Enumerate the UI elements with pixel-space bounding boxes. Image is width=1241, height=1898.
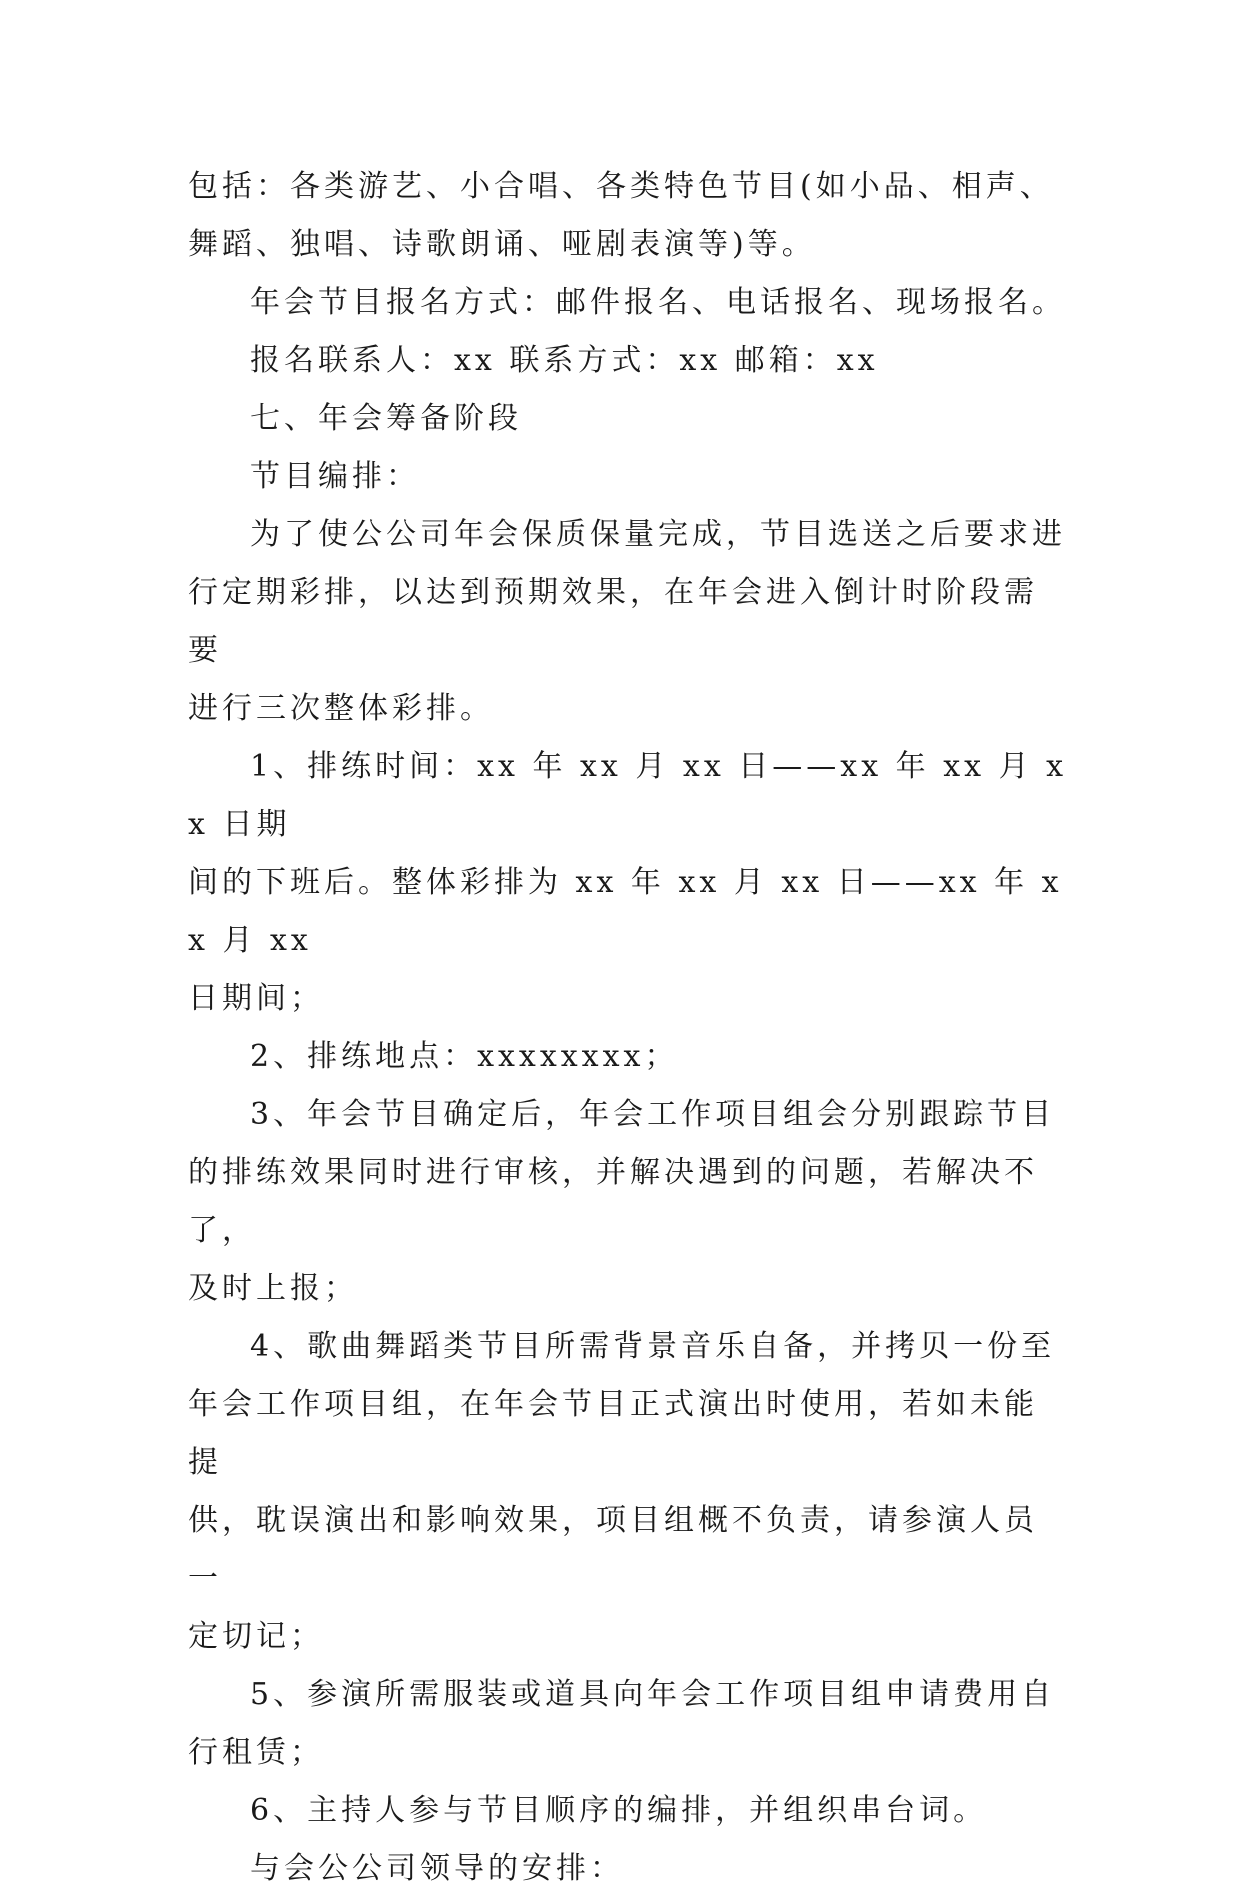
list-item-costumes-props: 5、参演所需服装或道具向年会工作项目组申请费用自 行租赁； [188, 1677, 1056, 1770]
paragraph-registration-contact: 报名联系人：xx 联系方式：xx 邮箱：xx [250, 343, 879, 378]
paragraph-registration-method: 年会节目报名方式：邮件报名、电话报名、现场报名。 [250, 285, 1066, 320]
document-body [188, 158, 1068, 1898]
list-item-host-arrangement: 6、主持人参与节目顺序的编排，并组织串台词。 [250, 1793, 988, 1828]
subheading-program-arrangement: 节目编排： [250, 459, 420, 494]
paragraph-program-types: 包括：各类游艺、小合唱、各类特色节目(如小品、相声、 舞蹈、独唱、诗歌朗诵、哑剧表演等)等。 [188, 169, 1054, 262]
list-item-background-music: 4、歌曲舞蹈类节目所需背景音乐自备，并拷贝一份至 年会工作项目组，在年会节目正式演出时使用，若如未能提 供，耽误演出和影响效果，项目组概不负责，请参演人员一 定切记； [188, 1329, 1056, 1654]
paragraph-leaders-arrangement: 与会公公司领导的安排： [250, 1851, 624, 1886]
list-item-program-review: 3、年会节目确定后，年会工作项目组会分别跟踪节目 的排练效果同时进行审核，并解决遇到的问题，若解决不了， 及时上报； [188, 1097, 1056, 1306]
list-item-rehearsal-time: 1、排练时间：xx 年 xx 月 xx 日——xx 年 xx 月 xx 日期 间的下班后。整体彩排为 xx 年 xx 月 xx 日——xx 年 xx 月 xx 日期间； [188, 749, 1068, 1016]
paragraph-rehearsal-intro: 为了使公公司年会保质保量完成，节目选送之后要求进 行定期彩排，以达到预期效果，在年会进入倒计时阶段需要 进行三次整体彩排。 [188, 517, 1066, 726]
section-heading-preparation: 七、年会筹备阶段 [250, 401, 522, 436]
list-item-rehearsal-location: 2、排练地点：xxxxxxxx； [250, 1039, 679, 1074]
